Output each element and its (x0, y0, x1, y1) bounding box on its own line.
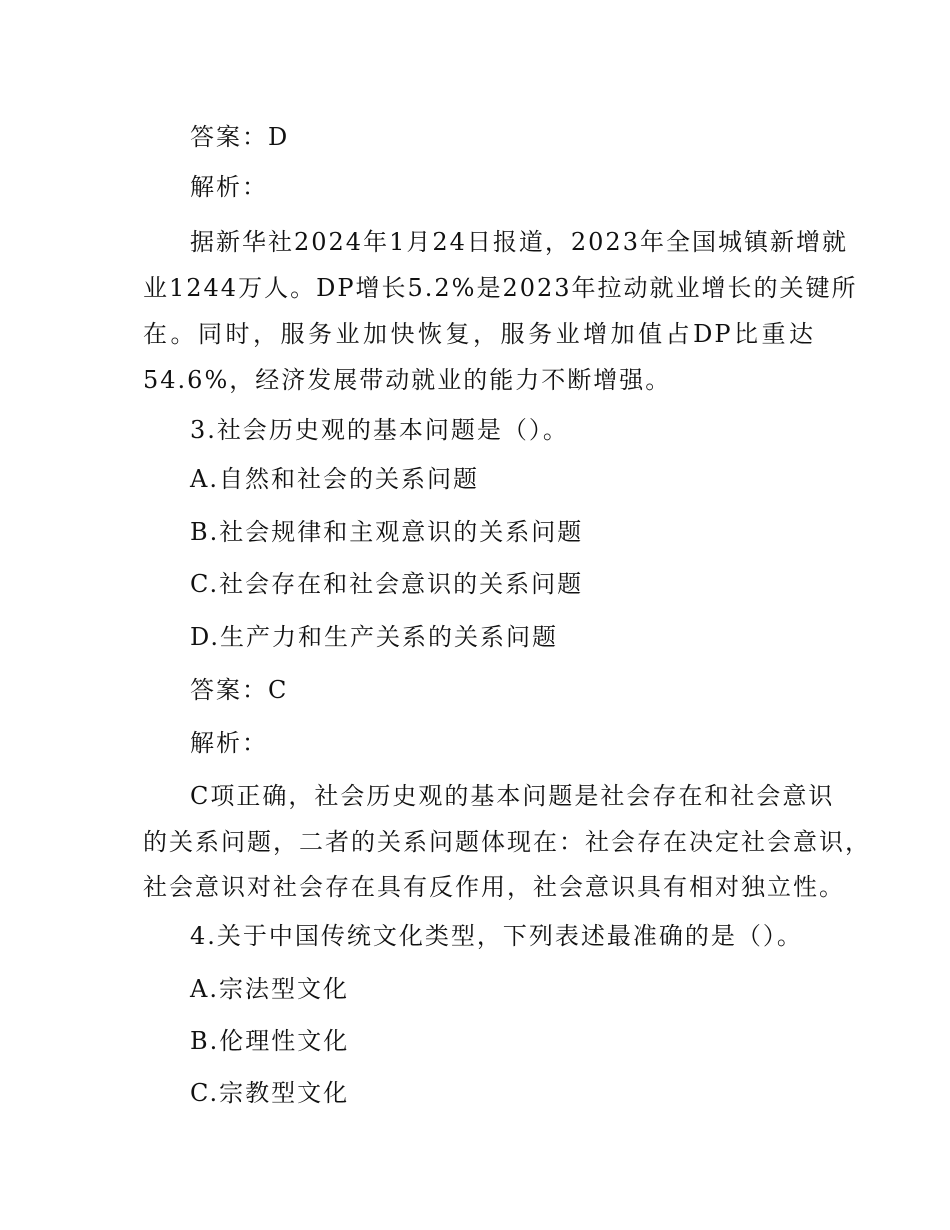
q3-analysis-label: 解析： (190, 729, 268, 757)
q3-option-c: C.社会存在和社会意识的关系问题 (190, 570, 584, 598)
q3-analysis-line-1: C项正确，社会历史观的基本问题是社会存在和社会意识 (190, 782, 835, 810)
q3-analysis-line-3: 社会意识对社会存在具有反作用，社会意识具有相对独立性。 (143, 873, 845, 901)
q4-option-b: B.伦理性文化 (190, 1027, 350, 1055)
q4-option-a: A.宗法型文化 (190, 975, 349, 1003)
q3-answer: 答案：C (190, 676, 289, 704)
q2-analysis-line-2: 业1244万人。DP增长5.2%是2023年拉动就业增长的关键所 (143, 274, 858, 302)
q2-analysis-label: 解析： (190, 173, 268, 201)
q3-option-a: A.自然和社会的关系问题 (190, 465, 479, 493)
q2-analysis-line-1: 据新华社2024年1月24日报道，2023年全国城镇新增就 (190, 228, 848, 256)
q3-option-b: B.社会规律和主观意识的关系问题 (190, 518, 584, 546)
q2-analysis-line-4: 54.6%，经济发展带动就业的能力不断增强。 (143, 366, 672, 394)
q3-analysis-line-2: 的关系问题，二者的关系问题体现在：社会存在决定社会意识， (143, 828, 871, 856)
q2-analysis-line-3: 在。同时，服务业加快恢复，服务业增加值占DP比重达 (143, 320, 815, 348)
q4-option-c: C.宗教型文化 (190, 1079, 350, 1107)
q3-question: 3.社会历史观的基本问题是（）。 (190, 416, 569, 444)
q2-answer: 答案：D (190, 123, 290, 151)
q3-option-d: D.生产力和生产关系的关系问题 (190, 623, 559, 651)
q4-question: 4.关于中国传统文化类型，下列表述最准确的是（）。 (190, 922, 803, 950)
